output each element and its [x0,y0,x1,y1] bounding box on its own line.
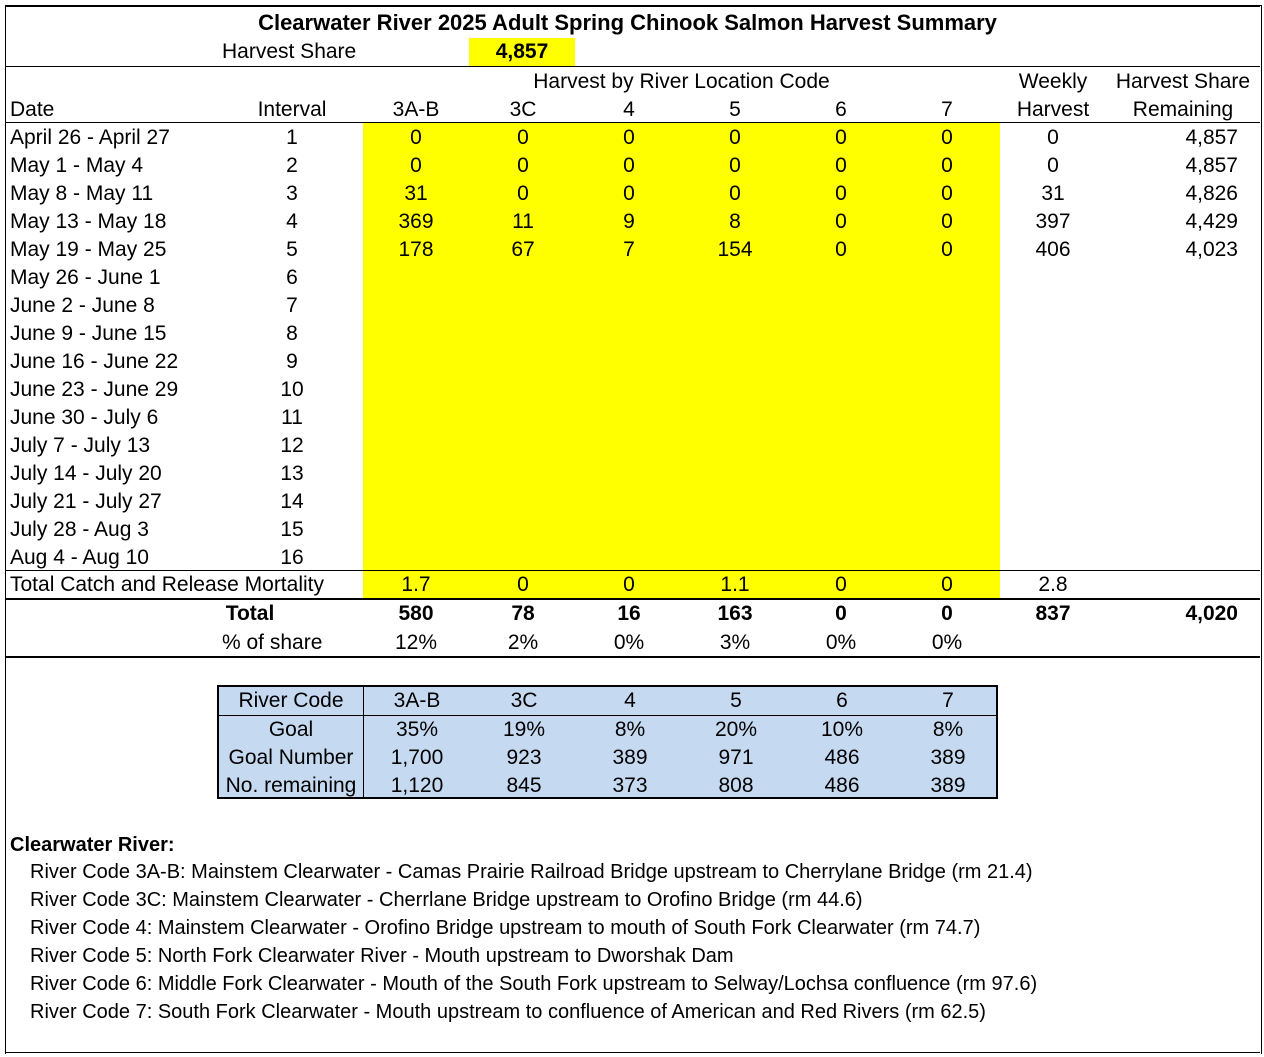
harvest-cell: 369 [398,210,434,233]
row-interval: 8 [286,322,298,345]
share-remaining-cell [1106,460,1238,488]
river-code-note: River Code 4: Mainstem Clearwater - Orofino Bridge upstream to mouth of South Fork Clearwater (rm 74.7) [30,917,981,939]
harvest-cell: 0 [835,154,847,177]
rule-top [5,5,1260,7]
remaining-header-2: Remaining [1132,98,1234,121]
goal-code-header: 6 [836,689,848,712]
harvest-cell: 0 [835,238,847,261]
location-code-header: 5 [729,98,741,121]
harvest-cell [470,348,576,376]
row-interval: 10 [280,378,304,401]
row-date: April 26 - April 27 [10,126,170,149]
harvest-cell: 0 [941,238,953,261]
remaining-header-1: Harvest Share [1115,70,1251,93]
harvest-cell [682,376,788,404]
mortality-cell: 0 [517,573,529,596]
location-code-header: 3C [509,98,537,121]
weekly-harvest-cell: 406 [1035,238,1071,261]
location-code-header: 4 [623,98,635,121]
row-date: June 30 - July 6 [10,406,159,429]
harvest-cell [788,544,894,572]
goal-cell: 373 [612,774,648,797]
pct-cell: 0% [825,631,857,654]
row-date: May 8 - May 11 [10,182,154,205]
pct-label: % of share [222,631,323,654]
harvest-share-value: 4,857 [495,40,549,63]
harvest-cell [894,516,1000,544]
harvest-cell [894,348,1000,376]
goal-code-header: 7 [942,689,954,712]
weekly-harvest-cell [1000,516,1106,544]
harvest-cell [363,432,469,460]
harvest-cell: 178 [398,238,434,261]
weekly-harvest-cell [1000,320,1106,348]
harvest-cell [363,544,469,572]
goal-row-label: Goal Number [228,746,354,769]
share-remaining-cell: 4,429 [1185,210,1238,233]
harvest-cell [894,488,1000,516]
row-date: July 14 - July 20 [10,462,162,485]
share-remaining-cell [1106,432,1238,460]
goal-cell: 389 [930,746,966,769]
harvest-cell [363,292,469,320]
harvest-cell: 0 [517,154,529,177]
harvest-cell [363,376,469,404]
harvest-cell: 0 [729,154,741,177]
harvest-cell [470,544,576,572]
row-interval: 5 [286,238,298,261]
weekly-harvest-cell [1000,488,1106,516]
row-interval: 3 [286,182,298,205]
harvest-cell [788,432,894,460]
harvest-cell [682,292,788,320]
share-remaining-cell [1106,264,1238,292]
notes-heading: Clearwater River: [10,834,175,856]
total-label: Total [225,602,275,625]
row-interval: 6 [286,266,298,289]
harvest-cell: 67 [511,238,535,261]
goal-cell: 389 [930,774,966,797]
harvest-cell [894,264,1000,292]
harvest-cell: 9 [623,210,635,233]
harvest-cell [788,488,894,516]
goal-cell: 486 [824,774,860,797]
share-remaining-cell: 4,857 [1185,126,1238,149]
share-remaining-cell [1106,516,1238,544]
harvest-cell: 0 [835,210,847,233]
goal-cell: 20% [714,718,758,741]
harvest-cell [576,376,682,404]
harvest-cell: 0 [941,154,953,177]
total-cell: 78 [511,602,535,625]
total-cell: 16 [617,602,641,625]
harvest-cell [682,544,788,572]
row-date: June 2 - June 8 [10,294,155,317]
harvest-cell: 0 [941,182,953,205]
weekly-harvest-cell: 0 [1047,154,1059,177]
weekly-harvest-cell [1000,404,1106,432]
row-interval: 11 [281,406,303,429]
harvest-cell: 11 [512,210,534,233]
goal-code-header: 4 [624,689,636,712]
harvest-cell [363,320,469,348]
location-code-header: 6 [835,98,847,121]
harvest-cell [682,348,788,376]
harvest-cell [576,544,682,572]
share-remaining-cell [1106,348,1238,376]
river-code-note: River Code 3A-B: Mainstem Clearwater - Camas Prairie Railroad Bridge upstream to Cherrylane Bridge (rm 21.4) [30,861,1033,883]
harvest-cell [894,544,1000,572]
harvest-cell: 0 [623,126,635,149]
mortality-cell: 1.1 [720,573,750,596]
row-date: July 7 - July 13 [10,434,151,457]
total-remaining: 4,020 [1185,602,1238,625]
total-cell: 163 [717,602,753,625]
harvest-cell: 8 [729,210,741,233]
harvest-cell: 0 [835,182,847,205]
harvest-cell: 0 [941,126,953,149]
pct-cell: 0% [931,631,963,654]
harvest-cell [576,348,682,376]
weekly-header-1: Weekly [1018,70,1088,93]
goal-cell: 808 [718,774,754,797]
goal-code-header: 3C [510,689,538,712]
harvest-cell [894,320,1000,348]
harvest-cell [576,460,682,488]
harvest-cell [576,264,682,292]
mortality-cell: 0 [835,573,847,596]
mortality-cell: 1.7 [401,573,431,596]
goal-cell: 8% [614,718,646,741]
harvest-cell [470,404,576,432]
harvest-cell [788,292,894,320]
river-code-note: River Code 3C: Mainstem Clearwater - Cherrlane Bridge upstream to Orofino Bridge (rm 44.6) [30,889,863,911]
harvest-cell: 154 [717,238,753,261]
goal-table [217,685,998,799]
row-date: July 21 - July 27 [10,490,162,513]
harvest-cell: 7 [623,238,635,261]
pct-cell: 12% [394,631,438,654]
harvest-cell: 0 [623,154,635,177]
pct-cell: 3% [719,631,751,654]
harvest-cell [363,264,469,292]
total-cell: 580 [398,602,434,625]
interval-header: Interval [257,98,327,121]
harvest-cell [470,320,576,348]
row-date: Aug 4 - Aug 10 [10,546,149,569]
mortality-weekly: 2.8 [1038,573,1068,596]
harvest-cell: 0 [729,182,741,205]
harvest-cell [894,376,1000,404]
share-remaining-cell [1106,544,1238,572]
share-remaining-cell [1106,488,1238,516]
harvest-cell [788,320,894,348]
harvest-cell [788,348,894,376]
harvest-cell [682,264,788,292]
harvest-cell [576,516,682,544]
row-date: June 9 - June 15 [10,322,167,345]
mortality-cell: 0 [941,573,953,596]
harvest-cell [363,516,469,544]
row-interval: 2 [286,154,298,177]
location-code-header: 7 [941,98,953,121]
weekly-header-2: Harvest [1016,98,1090,121]
goal-code-header: 5 [730,689,742,712]
harvest-cell: 0 [941,210,953,233]
total-weekly: 837 [1035,602,1071,625]
share-remaining-cell [1106,320,1238,348]
total-cell: 0 [835,602,847,625]
harvest-cell [576,292,682,320]
river-code-note: River Code 6: Middle Fork Clearwater - Mouth of the South Fork upstream to Selway/Lochsa confluence (rm 97.6) [30,973,1038,995]
river-code-note: River Code 5: North Fork Clearwater River - Mouth upstream to Dworshak Dam [30,945,734,967]
share-remaining-cell [1106,404,1238,432]
row-date: June 23 - June 29 [10,378,179,401]
harvest-cell: 0 [623,182,635,205]
row-date: May 1 - May 4 [10,154,144,177]
row-interval: 14 [280,490,304,513]
harvest-cell [682,404,788,432]
share-remaining-cell [1106,292,1238,320]
harvest-cell: 0 [517,182,529,205]
harvest-cell [682,488,788,516]
rule-bottom [5,1052,1260,1053]
harvest-cell [470,516,576,544]
goal-cell: 845 [506,774,542,797]
mortality-cell: 0 [623,573,635,596]
harvest-cell: 0 [729,126,741,149]
weekly-harvest-cell [1000,292,1106,320]
row-interval: 15 [280,518,304,541]
harvest-cell [788,376,894,404]
row-interval: 4 [286,210,298,233]
weekly-harvest-cell [1000,460,1106,488]
goal-cell: 486 [824,746,860,769]
goal-cell: 10% [820,718,864,741]
row-interval: 13 [280,462,304,485]
row-interval: 9 [286,350,298,373]
location-code-header: 3A-B [392,98,440,121]
harvest-cell [576,320,682,348]
harvest-cell [788,460,894,488]
harvest-cell [470,376,576,404]
date-header: Date [10,98,55,121]
goal-code-header: 3A-B [393,689,441,712]
goal-header-label: River Code [238,689,344,712]
harvest-cell [894,404,1000,432]
goal-cell: 1,120 [390,774,444,797]
harvest-cell: 0 [410,126,422,149]
harvest-cell: 31 [404,182,428,205]
goal-cell: 19% [502,718,546,741]
pct-cell: 2% [507,631,539,654]
page-title: Clearwater River 2025 Adult Spring Chinook Salmon Harvest Summary [258,10,997,35]
goal-cell: 35% [395,718,439,741]
row-date: May 26 - June 1 [10,266,161,289]
harvest-cell [576,432,682,460]
harvest-cell [363,348,469,376]
share-remaining-cell: 4,826 [1185,182,1238,205]
harvest-cell [682,320,788,348]
row-interval: 16 [280,546,304,569]
harvest-cell [470,488,576,516]
mortality-label: Total Catch and Release Mortality [10,573,324,596]
weekly-harvest-cell: 397 [1035,210,1071,233]
harvest-cell [894,432,1000,460]
harvest-share-label: Harvest Share [222,40,357,63]
harvest-cell [470,432,576,460]
weekly-harvest-cell [1000,348,1106,376]
harvest-cell [788,516,894,544]
weekly-harvest-cell: 0 [1047,126,1059,149]
row-interval: 12 [280,434,304,457]
pct-cell: 0% [613,631,645,654]
harvest-cell [363,460,469,488]
harvest-cell [894,460,1000,488]
share-remaining-cell [1106,376,1238,404]
harvest-cell [682,516,788,544]
rule-title [5,66,1260,67]
goal-cell: 923 [506,746,542,769]
row-date: July 28 - Aug 3 [10,518,149,541]
harvest-cell: 0 [517,126,529,149]
harvest-cell [576,488,682,516]
harvest-cell [470,292,576,320]
weekly-harvest-cell [1000,432,1106,460]
harvest-cell [682,432,788,460]
weekly-harvest-cell [1000,544,1106,572]
row-interval: 7 [286,294,298,317]
weekly-harvest-cell: 31 [1041,182,1065,205]
harvest-cell [894,292,1000,320]
weekly-harvest-cell [1000,264,1106,292]
harvest-cell [363,488,469,516]
goal-cell: 8% [932,718,964,741]
harvest-cell: 0 [410,154,422,177]
share-remaining-cell: 4,023 [1185,238,1238,261]
row-date: June 16 - June 22 [10,350,179,373]
harvest-cell [682,460,788,488]
harvest-cell [470,264,576,292]
harvest-cell [470,460,576,488]
row-interval: 1 [286,126,298,149]
share-remaining-cell: 4,857 [1185,154,1238,177]
harvest-cell [363,404,469,432]
harvest-cell [788,404,894,432]
harvest-cell: 0 [835,126,847,149]
goal-row-label: No. remaining [225,774,357,797]
harvest-cell [788,264,894,292]
row-date: May 13 - May 18 [10,210,167,233]
river-code-note: River Code 7: South Fork Clearwater - Mouth upstream to confluence of American and Red Rivers (rm 62.5) [30,1001,986,1023]
goal-cell: 971 [718,746,754,769]
harvest-cell [576,404,682,432]
goal-cell: 389 [612,746,648,769]
weekly-harvest-cell [1000,376,1106,404]
goal-cell: 1,700 [390,746,444,769]
total-cell: 0 [941,602,953,625]
row-date: May 19 - May 25 [10,238,167,261]
goal-row-label: Goal [268,718,314,741]
location-group-header: Harvest by River Location Code [533,70,830,93]
